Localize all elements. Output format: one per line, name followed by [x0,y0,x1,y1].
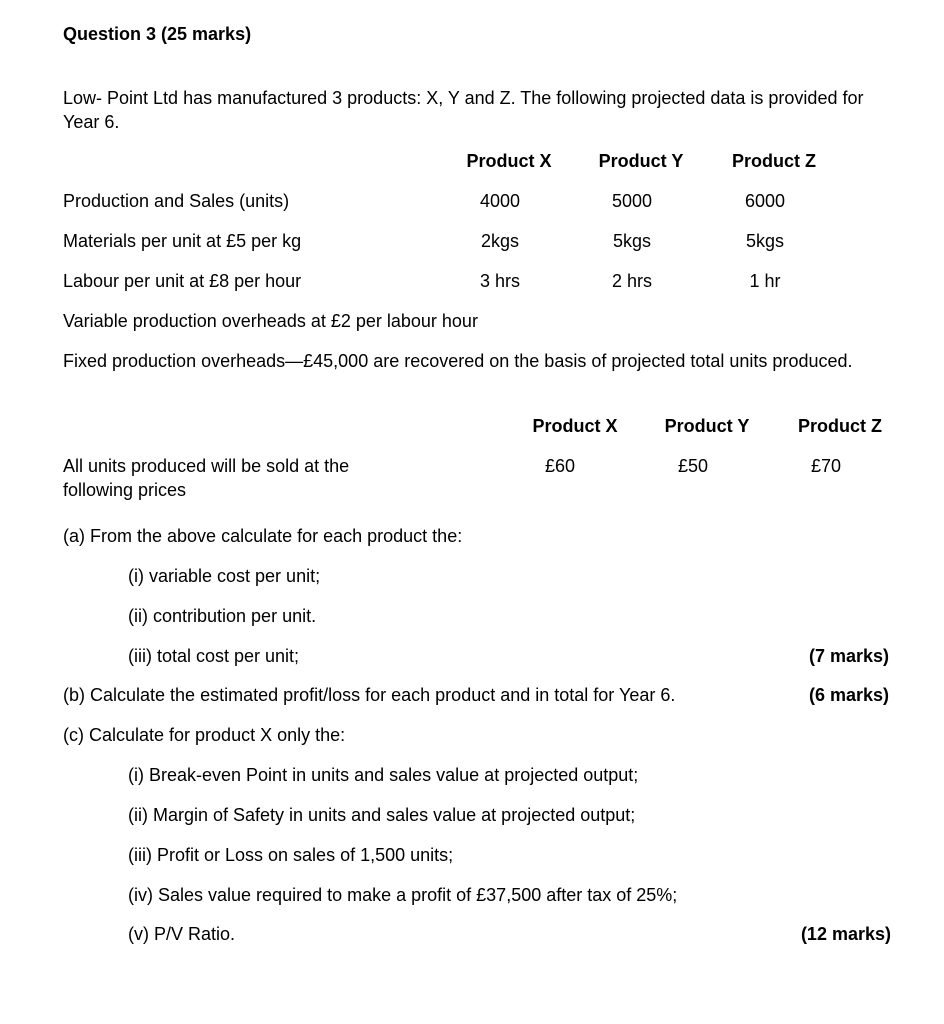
table1-header-product-z: Product Z [732,151,816,171]
price-product-z: £70 [810,456,842,476]
table1-header-product-x: Product X [466,151,552,171]
list-item: (ii) contribution per unit. [128,606,317,626]
cell-materials-z: 5kgs [745,231,785,251]
question-title: Question 3 (25 marks) [63,24,252,44]
list-item: (iii) Profit or Loss on sales of 1,500 units; [128,845,454,865]
list-item: (i) Break-even Point in units and sales value at projected output; [128,765,639,785]
variable-overheads-text: Variable production overheads at £2 per labour hour [63,311,478,331]
intro-paragraph: Low- Point Ltd has manufactured 3 products: X, Y and Z. The following projected data is provided for Year 6. [63,88,864,132]
part-c-text: (c) Calculate for product X only the: [63,725,346,745]
cell-production-y: 5000 [611,191,653,211]
table2-header-product-x: Product X [532,416,618,436]
row-label-materials: Materials per unit at £5 per kg [63,231,302,251]
fixed-overheads-text: Fixed production overheads—£45,000 are recovered on the basis of projected total units produced. [63,351,853,371]
list-item: (ii) Margin of Safety in units and sales value at projected output; [128,805,636,825]
part-b-marks: (6 marks) [808,685,889,705]
cell-labour-y: 2 hrs [611,271,653,291]
list-item: (i) variable cost per unit; [128,566,321,586]
cell-production-z: 6000 [744,191,786,211]
table2-header-product-y: Product Y [664,416,750,436]
row-label-production: Production and Sales (units) [63,191,290,211]
cell-production-x: 4000 [479,191,521,211]
part-a-text: (a) From the above calculate for each product the: [63,526,463,546]
list-item: (iii) total cost per unit; [128,646,300,666]
price-product-x: £60 [544,456,576,476]
selling-price-label: All units produced will be sold at the following prices [63,456,350,500]
part-c-marks: (12 marks) [800,924,891,944]
table2-header-product-z: Product Z [798,416,882,436]
part-b-text: (b) Calculate the estimated profit/loss for each product and in total for Year 6. [63,685,676,705]
cell-materials-y: 5kgs [612,231,652,251]
cell-labour-z: 1 hr [749,271,781,291]
cell-labour-x: 3 hrs [479,271,521,291]
price-product-y: £50 [677,456,709,476]
row-label-labour: Labour per unit at £8 per hour [63,271,302,291]
table1-header-product-y: Product Y [598,151,684,171]
part-a-marks: (7 marks) [808,646,889,666]
list-item: (iv) Sales value required to make a profit of £37,500 after tax of 25%; [128,885,678,905]
cell-materials-x: 2kgs [480,231,520,251]
list-item: (v) P/V Ratio. [128,924,236,944]
